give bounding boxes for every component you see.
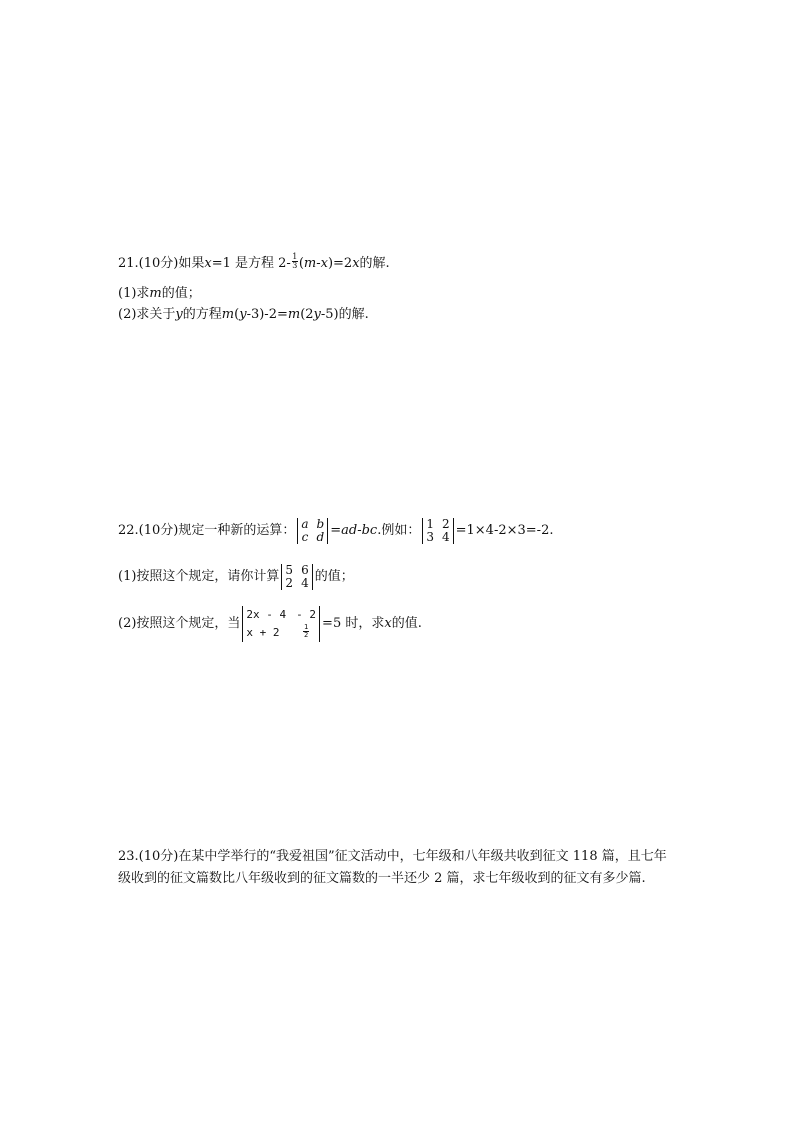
q22-var: ad-bc	[341, 523, 378, 538]
q21-part2-text: -3)-2=	[246, 307, 288, 322]
determinant-5624	[281, 564, 312, 590]
det-cell: 6	[301, 563, 309, 577]
det-cell: 5	[285, 563, 294, 577]
fraction-numerator: 1	[292, 251, 298, 261]
det-cell: a	[301, 517, 309, 531]
fraction-denominator: 3	[292, 260, 298, 270]
q21-part2-text: (2)求关于	[118, 307, 176, 322]
q22-part1	[118, 564, 354, 590]
q22-stem	[118, 518, 553, 544]
q21-part2-text: -5)的解.	[320, 307, 369, 322]
q21-text: 的解.	[359, 256, 390, 271]
q22-text: .例如：	[377, 523, 421, 538]
q22-part2-text: (2)按照这个规定，当	[118, 616, 241, 631]
q21-var: y	[175, 307, 183, 322]
q21-fraction	[292, 253, 298, 270]
q21-text: 21.(10分)如果	[118, 256, 205, 271]
determinant-x	[242, 606, 320, 642]
q21-var: y	[239, 307, 247, 322]
det-cell: 2	[285, 576, 294, 590]
q22-var: x	[384, 616, 392, 631]
det-cell: x + 2	[246, 626, 280, 639]
det-fraction	[296, 624, 316, 642]
q21-part1-text: 的值；	[161, 286, 201, 301]
q21-var: m	[221, 307, 235, 322]
q21-text: )=2	[327, 256, 353, 271]
q21-var: m	[149, 286, 162, 301]
det-cell: 2	[441, 517, 450, 531]
fraction-denominator: 2	[304, 631, 309, 639]
q21-stem	[118, 251, 390, 273]
det-cell: - 2	[296, 608, 317, 621]
determinant-abcd	[297, 518, 328, 544]
det-cell: c	[301, 530, 309, 544]
q22-part2-text: 的值.	[391, 616, 422, 631]
q23-stem: 23.(10分)在某中学举行的“我爱祖国”征文活动中，七年级和八年级共收到征文 118 篇，且七年级收到的征文篇数比八年级收到的征文篇数的一半还少 2 篇，求七年级收到的征文有多少篇.	[118, 849, 667, 886]
q21-part2	[118, 306, 369, 324]
fraction-numerator: 1	[304, 623, 309, 631]
q21-var: m-x	[303, 256, 328, 271]
det-cell: 4	[441, 530, 450, 544]
q22-part2-text: =5 时，求	[322, 616, 385, 631]
q21-var: m	[287, 307, 301, 322]
determinant-example	[422, 518, 453, 544]
q21-text: (	[298, 256, 304, 271]
det-cell: d	[316, 530, 325, 544]
q21-part1-text: (1)求	[118, 286, 150, 301]
det-cell: 2x - 4	[246, 608, 287, 621]
q21-part1	[118, 285, 201, 303]
det-cell: 4	[301, 576, 309, 590]
q22-text: =1×4-2×3=-2.	[455, 523, 554, 538]
det-cell: b	[316, 517, 325, 531]
q22-text: 22.(10分)规定一种新的运算：	[118, 523, 296, 538]
q22-part1-text: (1)按照这个规定，请你计算	[118, 569, 280, 584]
q21-var: x	[352, 256, 360, 271]
q21-var: x	[204, 256, 212, 271]
q21-part2-text: (2	[300, 307, 314, 322]
det-cell: 3	[426, 530, 434, 544]
q21-text: =1 是方程 2-	[211, 256, 291, 271]
q21-var: y	[313, 307, 321, 322]
q21-part2-text: 的方程	[182, 307, 222, 322]
det-cell: 1	[426, 517, 434, 531]
q22-text: =	[330, 523, 342, 538]
q21-part2-text: (	[234, 307, 240, 322]
q22-part1-text: 的值；	[314, 569, 354, 584]
q22-part2	[118, 606, 422, 642]
